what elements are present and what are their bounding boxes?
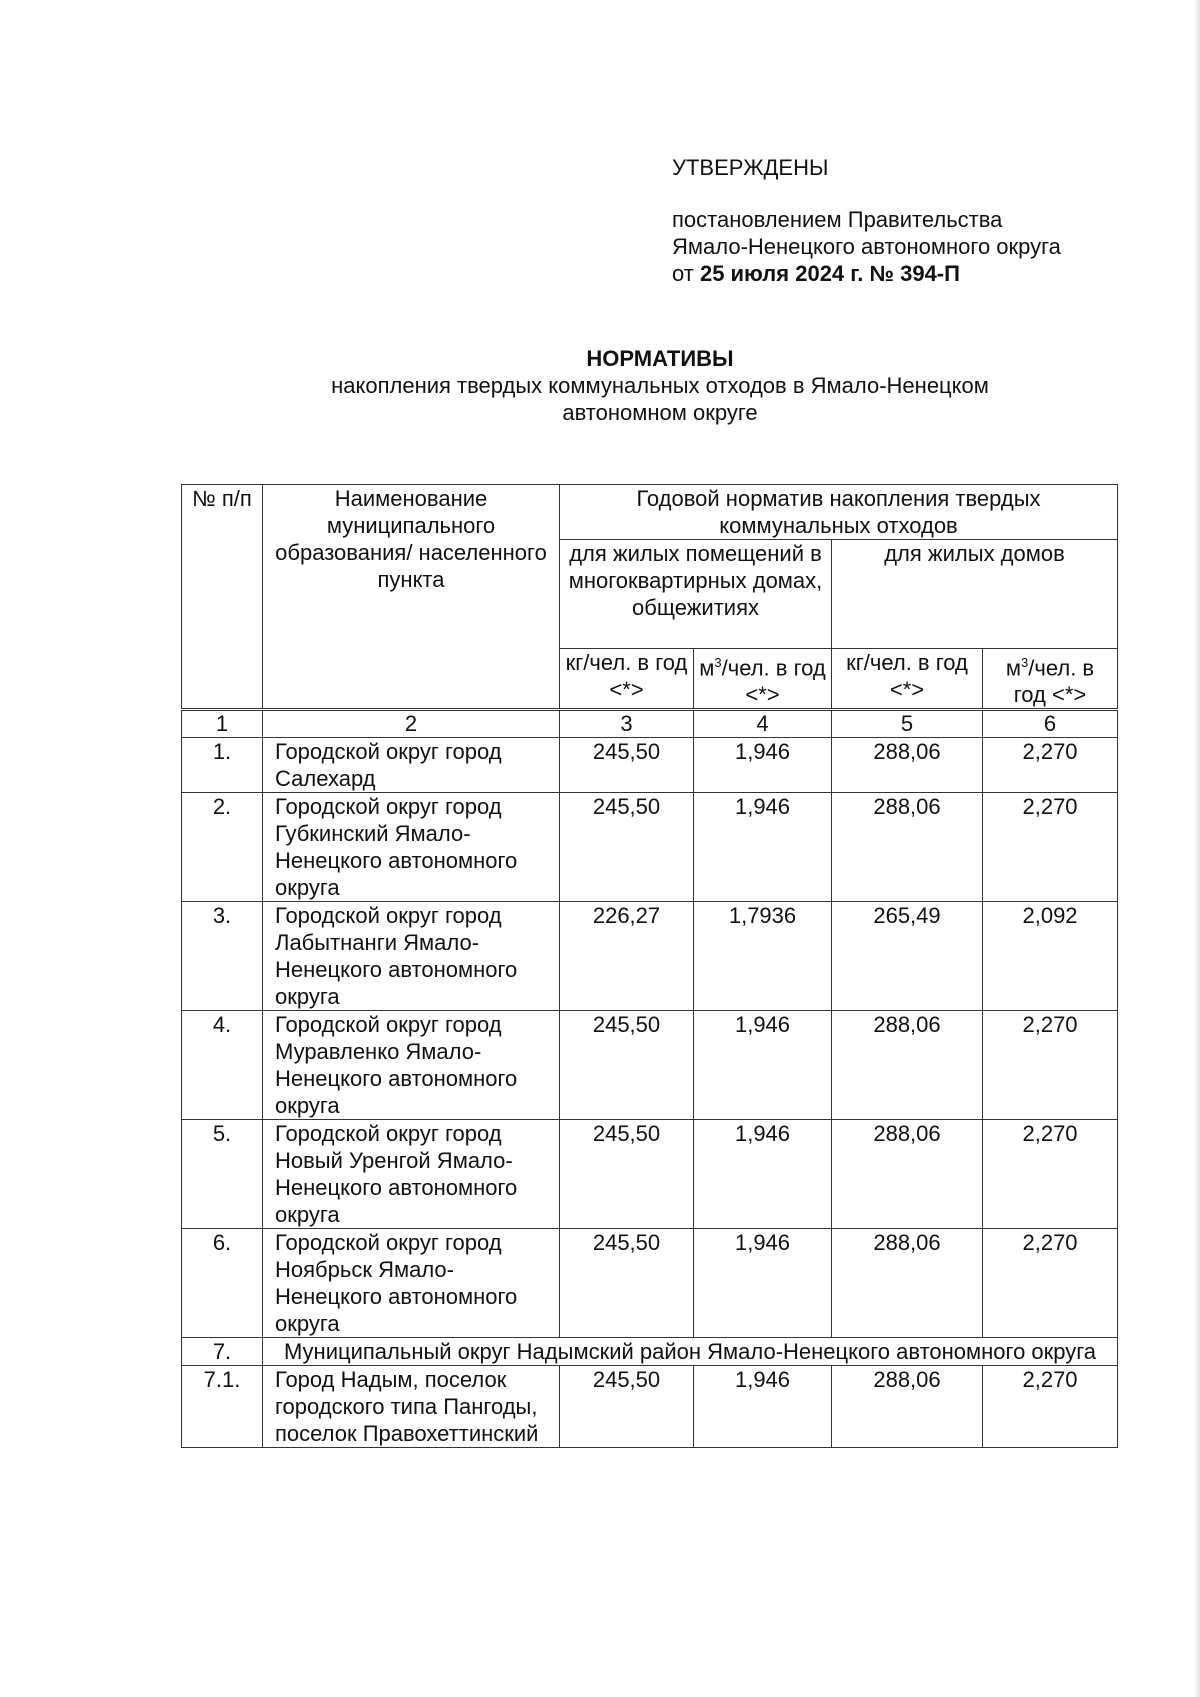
row-m3-houses: 2,270 (983, 793, 1118, 902)
row-kg-houses: 288,06 (832, 738, 983, 793)
header-num: № п/п (182, 485, 263, 710)
section-name: Муниципальный округ Надымский район Ямало-Ненецкого автономного округа (263, 1338, 1118, 1366)
row-name: Городской округ город Ноябрьск Ямало-Ненецкого автономного округа (263, 1229, 560, 1338)
row-name: Город Надым, поселок городского типа Пангоды, поселок Правохеттинский (263, 1366, 560, 1448)
row-name: Городской округ город Губкинский Ямало-Ненецкого автономного округа (263, 793, 560, 902)
page-edge (1194, 0, 1200, 1697)
section-row (182, 1338, 1118, 1366)
header-apartments: для жилых помещений в многоквартирных домах, общежитиях (560, 540, 832, 649)
row-name: Городской округ город Новый Уренгой Ямало-Ненецкого автономного округа (263, 1120, 560, 1229)
row-kg-apartments: 245,50 (560, 1011, 694, 1120)
document-title: НОРМАТИВЫ (586, 346, 734, 371)
row-m3-apartments: 1,7936 (694, 902, 832, 1011)
table-row (182, 1229, 1118, 1338)
approval-block (672, 154, 1142, 287)
row-m3-houses: 2,092 (983, 902, 1118, 1011)
row-num: 2. (182, 793, 263, 902)
row-name: Городской округ город Муравленко Ямало-Ненецкого автономного округа (263, 1011, 560, 1120)
row-m3-apartments: 1,946 (694, 738, 832, 793)
approval-line-1: постановлением Правительства (672, 207, 1003, 232)
row-num: 7.1. (182, 1366, 263, 1448)
header-row-1 (182, 485, 1118, 540)
document-subtitle: накопления твердых коммунальных отходов в Ямало-Ненецком автономном округе (331, 373, 989, 425)
header-annual-norm: Годовой норматив накопления твердых коммунальных отходов (560, 485, 1118, 540)
approval-date-prefix: от (672, 261, 694, 286)
row-kg-apartments: 245,50 (560, 1229, 694, 1338)
row-m3-apartments: 1,946 (694, 1229, 832, 1338)
table-row (182, 1366, 1118, 1448)
row-kg-houses: 288,06 (832, 1229, 983, 1338)
row-num: 3. (182, 902, 263, 1011)
column-numbering-row (182, 710, 1118, 738)
approval-line-2: Ямало-Ненецкого автономного округа (672, 234, 1061, 259)
column-number: 1 (182, 710, 263, 738)
column-number: 5 (832, 710, 983, 738)
row-kg-apartments: 245,50 (560, 738, 694, 793)
header-name: Наименование муниципального образования/ населенного пункта (263, 485, 560, 710)
header-houses: для жилых домов (832, 540, 1118, 649)
column-number: 3 (560, 710, 694, 738)
row-kg-apartments: 245,50 (560, 793, 694, 902)
row-kg-houses: 288,06 (832, 793, 983, 902)
row-kg-houses: 288,06 (832, 1120, 983, 1229)
row-m3-houses: 2,270 (983, 1366, 1118, 1448)
table-row (182, 738, 1118, 793)
approval-heading: УТВЕРЖДЕНЫ (672, 155, 829, 180)
column-number: 2 (263, 710, 560, 738)
row-m3-houses: 2,270 (983, 1011, 1118, 1120)
row-m3-apartments: 1,946 (694, 1011, 832, 1120)
row-num: 5. (182, 1120, 263, 1229)
row-kg-apartments: 245,50 (560, 1366, 694, 1448)
row-m3-apartments: 1,946 (694, 1120, 832, 1229)
row-kg-apartments: 226,27 (560, 902, 694, 1011)
row-num: 7. (182, 1338, 263, 1366)
row-num: 6. (182, 1229, 263, 1338)
unit-kg-houses: кг/чел. в год <*> (832, 649, 983, 710)
column-number: 6 (983, 710, 1118, 738)
table-row (182, 793, 1118, 902)
row-m3-apartments: 1,946 (694, 793, 832, 902)
row-m3-houses: 2,270 (983, 1229, 1118, 1338)
row-m3-houses: 2,270 (983, 1120, 1118, 1229)
row-name: Городской округ город Лабытнанги Ямало-Ненецкого автономного округа (263, 902, 560, 1011)
row-num: 1. (182, 738, 263, 793)
row-kg-houses: 288,06 (832, 1011, 983, 1120)
row-kg-houses: 288,06 (832, 1366, 983, 1448)
row-num: 4. (182, 1011, 263, 1120)
row-m3-apartments: 1,946 (694, 1366, 832, 1448)
column-number: 4 (694, 710, 832, 738)
norms-table (181, 484, 1118, 1448)
row-kg-houses: 265,49 (832, 902, 983, 1011)
row-m3-houses: 2,270 (983, 738, 1118, 793)
table-row (182, 902, 1118, 1011)
row-name: Городской округ город Салехард (263, 738, 560, 793)
document-title-block (180, 345, 1140, 426)
approval-date-line (672, 260, 1142, 287)
unit-m3-houses: $м^3$/чел. в год <*> (983, 649, 1118, 710)
table-row (182, 1120, 1118, 1229)
approval-date: 25 июля 2024 г. № 394-П (699, 261, 960, 286)
table-row (182, 1011, 1118, 1120)
row-kg-apartments: 245,50 (560, 1120, 694, 1229)
unit-kg-apartments: кг/чел. в год <*> (560, 649, 694, 710)
unit-m3-apartments: $м^3$/чел. в год <*> (694, 649, 832, 710)
